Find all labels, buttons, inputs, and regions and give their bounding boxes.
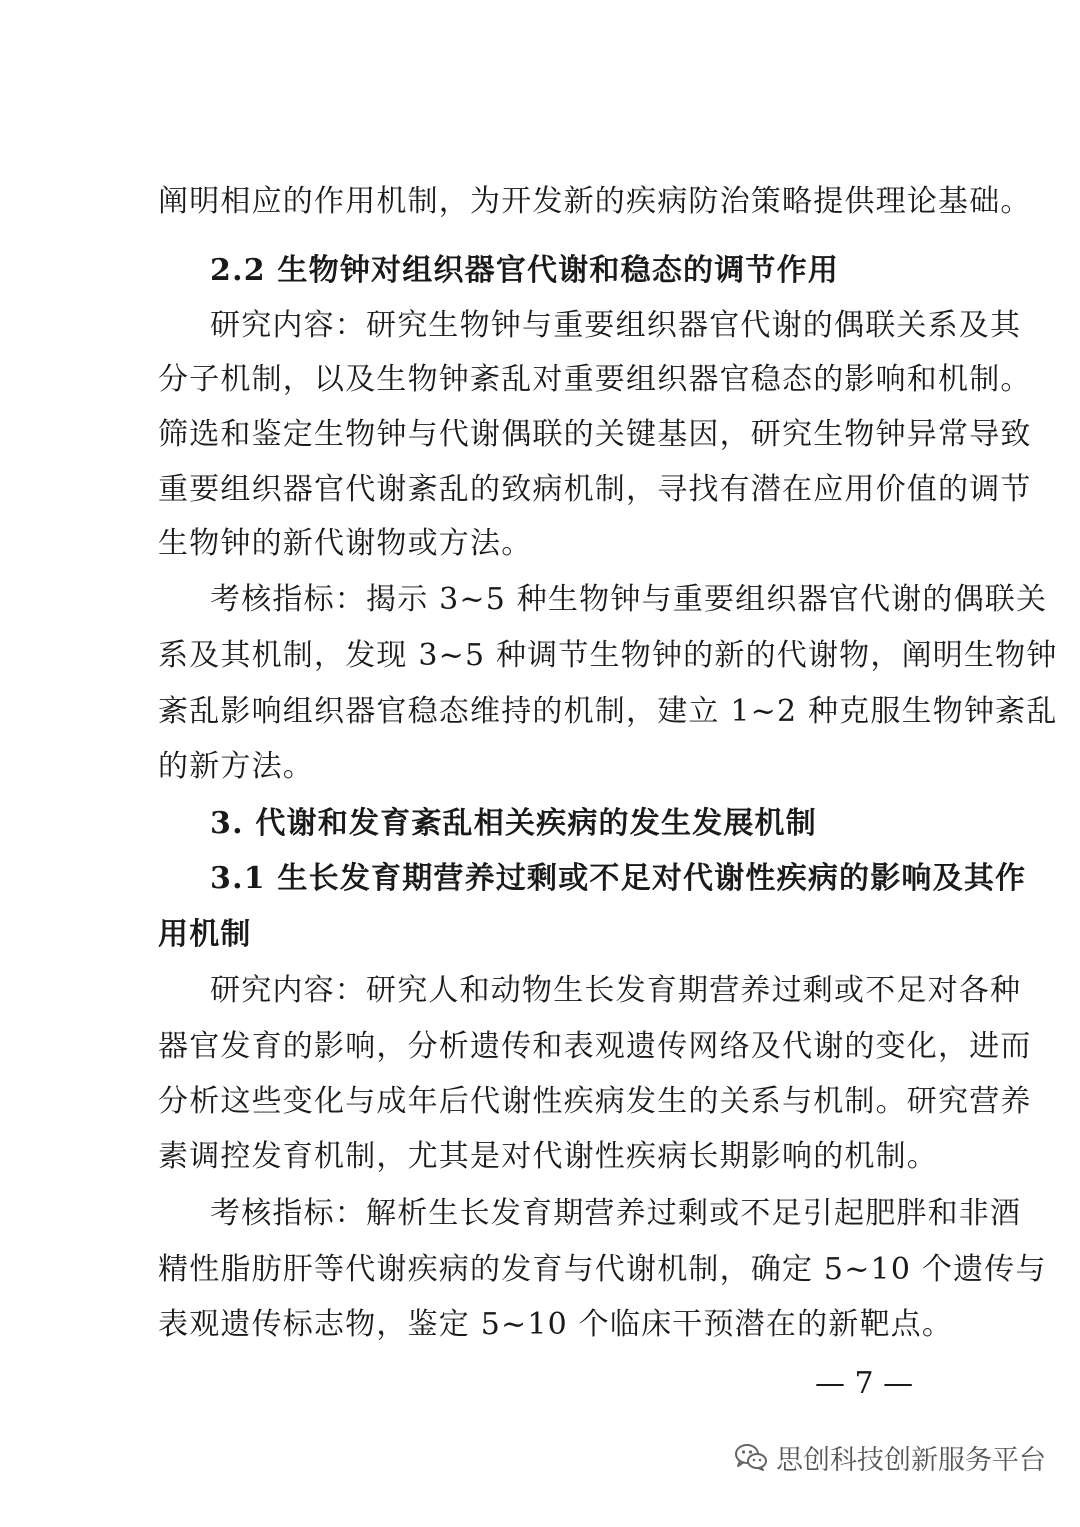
paragraph-line: 分析这些变化与成年后代谢性疾病发生的关系与机制。研究营养 xyxy=(158,1084,1032,1119)
paragraph-line: 阐明相应的作用机制，为开发新的疾病防治策略提供理论基础。 xyxy=(158,184,1032,219)
paragraph-line: 精性脂肪肝等代谢疾病的发育与代谢机制，确定 5~10 个遗传与 xyxy=(158,1252,1047,1287)
section-heading-2-2: 2.2 生物钟对组织器官代谢和稳态的调节作用 xyxy=(210,253,840,288)
paragraph-line: 系及其机制，发现 3~5 种调节生物钟的新的代谢物，阐明生物钟 xyxy=(158,638,1058,673)
paragraph-line: 表观遗传标志物，鉴定 5~10 个临床干预潜在的新靶点。 xyxy=(158,1307,954,1342)
watermark xyxy=(734,1437,1046,1477)
watermark-text: 思创科技创新服务平台 xyxy=(776,1444,1046,1476)
paragraph-line: 考核指标：揭示 3~5 种生物钟与重要组织器官代谢的偶联关 xyxy=(210,582,1048,617)
paragraph-line: 分子机制，以及生物钟紊乱对重要组织器官稳态的影响和机制。 xyxy=(158,362,1032,397)
paragraph-line: 考核指标：解析生长发育期营养过剩或不足引起肥胖和非酒 xyxy=(210,1196,1022,1231)
paragraph-line: 研究内容：研究生物钟与重要组织器官代谢的偶联关系及其 xyxy=(210,308,1022,343)
paragraph-line: 筛选和鉴定生物钟与代谢偶联的关键基因，研究生物钟异常导致 xyxy=(158,417,1032,452)
paragraph-line: 生物钟的新代谢物或方法。 xyxy=(158,526,533,561)
paragraph-line: 紊乱影响组织器官稳态维持的机制，建立 1~2 种克服生物钟紊乱 xyxy=(158,694,1058,729)
paragraph-line: 研究内容：研究人和动物生长发育期营养过剩或不足对各种 xyxy=(210,973,1022,1008)
paragraph-line: 器官发育的影响，分析遗传和表观遗传网络及代谢的变化，进而 xyxy=(158,1029,1032,1064)
section-heading-3: 3. 代谢和发育紊乱相关疾病的发生发展机制 xyxy=(210,806,817,841)
paragraph-line: 素调控发育机制，尤其是对代谢性疾病长期影响的机制。 xyxy=(158,1139,938,1174)
paragraph-line: 重要组织器官代谢紊乱的致病机制，寻找有潜在应用价值的调节 xyxy=(158,472,1032,507)
page-number: — 7 — xyxy=(815,1366,914,1401)
paragraph-line: 的新方法。 xyxy=(158,749,314,784)
section-heading-3-1-continued: 用机制 xyxy=(158,917,252,952)
section-heading-3-1: 3.1 生长发育期营养过剩或不足对代谢性疾病的影响及其作 xyxy=(210,861,1027,896)
wechat-icon xyxy=(734,1442,768,1472)
